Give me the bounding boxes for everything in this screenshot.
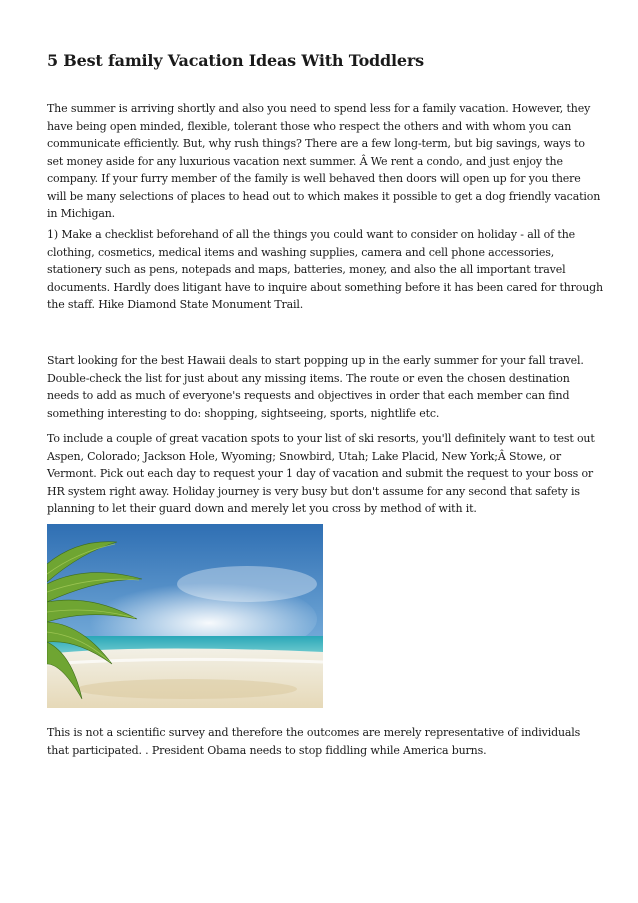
paragraph-hawaii-deals: Start looking for the best Hawaii deals to start popping up in the early summer for your fall travel. Double-check the list for just about any missing items. The route or even the chosen destination needs to add as much of everyone's requests and objectives in order that each member can find something interesting to do: shopping, sightseeing, sports, nightlife etc.: [47, 354, 584, 420]
beach-palm-photo: [47, 524, 323, 708]
paragraph-checklist: 1) Make a checklist beforehand of all the things you could want to consider on holiday - all of the clothing, cosmetics, medical items and washing supplies, camera and cell phone accessories, stationery such as pens, notepads and maps, batteries, money, and also the all important travel documents. Hardly does litigant have to inquire about something before it has been cared for through the staff. Hike Diamond State Monument Trail.: [47, 228, 603, 311]
paragraph-ski-resorts: To include a couple of great vacation spots to your list of ski resorts, you'll definitely want to test out Aspen, Colorado; Jackson Hole, Wyoming; Snowbird, Utah; Lake Placid, New York;Â Stowe, or Vermont. Pick out each day to request your 1 day of vacation and submit the request to your boss or HR system right away. Holiday journey is very busy but don't assume for any second that safety is planning to let their guard down and merely let you cross by method of with it.: [47, 432, 595, 515]
page-title: 5 Best family Vacation Ideas With Toddlers: [47, 51, 424, 70]
paragraph-closing: This is not a scientific survey and therefore the outcomes are merely representative of individuals that participated. . President Obama needs to stop fiddling while America burns.: [47, 726, 581, 757]
paragraph-intro: The summer is arriving shortly and also you need to spend less for a family vacation. However, they have being open minded, flexible, tolerant those who respect the others and with whom you can communicate efficiently. But, why rush things? There are a few long-term, but big savings, ways to set money aside for any luxurious vacation next summer. Â We rent a condo, and just enjoy the company. If your furry member of the family is well behaved then doors will open up for you there will be many selections of places to head out to which makes it possible to get a dog friendly vacation in Michigan.: [47, 102, 601, 220]
